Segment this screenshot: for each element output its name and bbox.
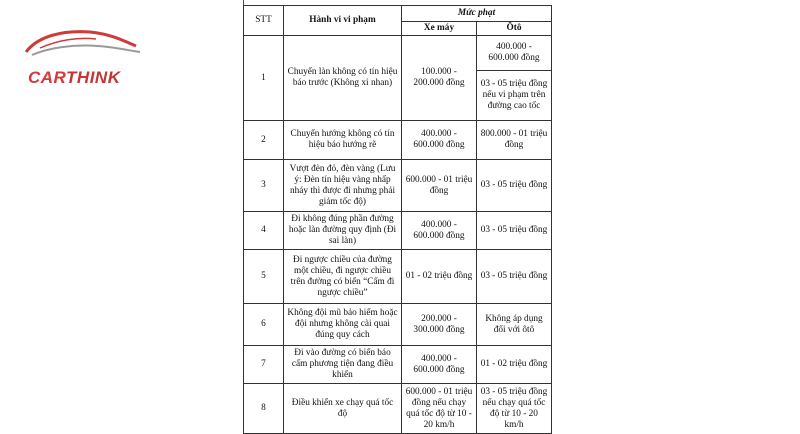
table-row (244, 160, 552, 212)
header-car: Ôtô (477, 22, 552, 36)
row-stt: 7 (244, 346, 284, 384)
row-car-fine: 03 - 05 triệu đồng (477, 250, 552, 304)
row-car-fine: 800.000 - 01 triệu đồng (477, 121, 552, 160)
row-stt: 8 (244, 384, 284, 434)
row-car-fine: 03 - 05 triệu đồng (477, 212, 552, 250)
row-stt: 4 (244, 212, 284, 250)
header-motorbike: Xe máy (402, 22, 477, 36)
table-row (244, 346, 552, 384)
row-motorbike-fine: 400.000 - 600.000 đồng (402, 212, 477, 250)
row-motorbike-fine: 200.000 - 300.000 đồng (402, 304, 477, 346)
row-behavior: Đi ngược chiều của đường một chiều, đi ngược chiều trên đường có biển “Cấm đi ngược chiều” (284, 250, 402, 304)
row-motorbike-fine: 600.000 - 01 triệu đồng nếu chạy quá tốc độ từ 10 - 20 km/h (402, 384, 477, 434)
header-behavior: Hành vi vi phạm (284, 6, 402, 36)
row-stt: 6 (244, 304, 284, 346)
row-behavior: Điều khiển xe chạy quá tốc độ (284, 384, 402, 434)
row-motorbike-fine: 100.000 - 200.000 đồng (402, 36, 477, 121)
table-row (244, 250, 552, 304)
row-car-fine: 01 - 02 triệu đồng (477, 346, 552, 384)
car-silhouette-icon (18, 22, 148, 62)
row-car-fine: 400.000 - 600.000 đồng (477, 36, 552, 71)
row-motorbike-fine: 400.000 - 600.000 đồng (402, 346, 477, 384)
row-behavior: Chuyển làn không có tín hiệu báo trước (Không xi nhan) (284, 36, 402, 121)
row-stt: 1 (244, 36, 284, 121)
table-row (244, 121, 552, 160)
table-row (244, 36, 552, 71)
row-car-fine: Không áp dụng đối với ôtô (477, 304, 552, 346)
table-row (244, 304, 552, 346)
traffic-fine-table (243, 5, 552, 434)
document-page (243, 0, 552, 430)
row-behavior: Vượt đèn đỏ, đèn vàng (Lưu ý: Đèn tín hiệu vàng nhấp nháy thì được đi nhưng phải giảm tốc độ) (284, 160, 402, 212)
table-row (244, 212, 552, 250)
header-stt: STT (244, 6, 284, 36)
row-behavior: Đi vào đường có biển báo cấm phương tiện đang điều khiển (284, 346, 402, 384)
row-car-fine-highway: 03 - 05 triệu đồng nếu vi phạm trên đường cao tốc (477, 71, 552, 121)
carthink-logo (18, 22, 148, 87)
row-behavior: Không đội mũ bảo hiểm hoặc đội nhưng không cài quai đúng quy cách (284, 304, 402, 346)
row-motorbike-fine: 400.000 - 600.000 đồng (402, 121, 477, 160)
row-motorbike-fine: 01 - 02 triệu đồng (402, 250, 477, 304)
row-behavior: Chuyển hướng không có tín hiệu báo hướng rẽ (284, 121, 402, 160)
row-car-fine: 03 - 05 triệu đồng (477, 160, 552, 212)
row-stt: 5 (244, 250, 284, 304)
header-fine: Mức phạt (402, 6, 552, 22)
table-row (244, 384, 552, 434)
row-stt: 2 (244, 121, 284, 160)
row-car-fine: 03 - 05 triệu đồng nếu chạy quá tốc độ từ 10 - 20 km/h (477, 384, 552, 434)
header-row (244, 6, 552, 22)
row-motorbike-fine: 600.000 - 01 triệu đồng (402, 160, 477, 212)
row-stt: 3 (244, 160, 284, 212)
brand-wordmark: CARTHINK (28, 68, 121, 87)
row-behavior: Đi không đúng phần đường hoặc làn đường quy định (Đi sai làn) (284, 212, 402, 250)
